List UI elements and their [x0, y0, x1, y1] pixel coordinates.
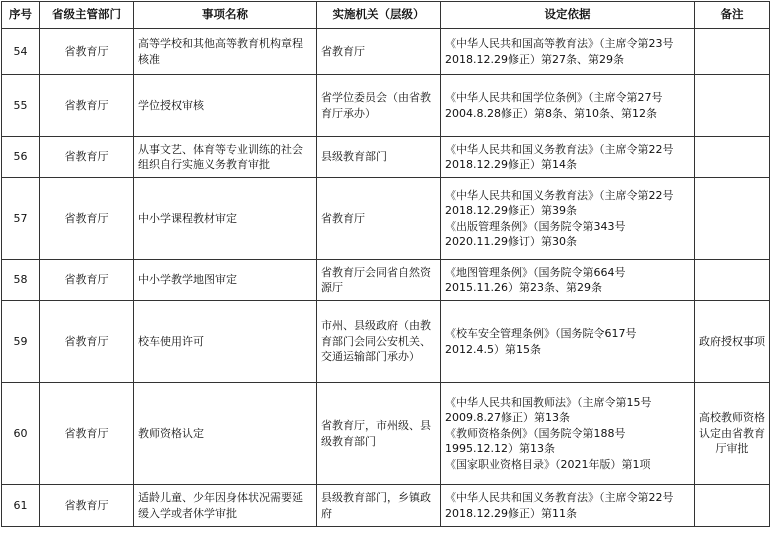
row-agency: 省教育厅会同省自然资源厅	[317, 260, 441, 301]
header-item: 事项名称	[134, 2, 317, 29]
row-seq: 54	[2, 29, 40, 75]
row-dept: 省教育厅	[40, 301, 134, 383]
row-basis	[441, 75, 695, 137]
row-basis	[441, 260, 695, 301]
row-item: 中小学课程教材审定	[134, 178, 317, 260]
row-dept: 省教育厅	[40, 137, 134, 178]
table-body	[2, 29, 770, 527]
row-dept: 省教育厅	[40, 383, 134, 485]
row-agency: 市州、县级政府（由教育部门会同公安机关、交通运输部门承办）	[317, 301, 441, 383]
basis-line: 《中华人民共和国高等教育法》（主席令第23号 2018.12.29修正）第27条、第29条	[445, 37, 685, 66]
row-basis	[441, 137, 695, 178]
permit-items-table	[1, 1, 770, 527]
basis-line: 《中华人民共和国义务教育法》（主席令第22号 2018.12.29修正）第14条	[445, 142, 685, 171]
row-remark: 政府授权事项	[695, 301, 770, 383]
header-agency: 实施机关（层级）	[317, 2, 441, 29]
row-agency: 省教育厅，市州级、县级教育部门	[317, 383, 441, 485]
row-item: 校车使用许可	[134, 301, 317, 383]
table-row	[2, 485, 770, 527]
row-basis	[441, 29, 695, 75]
row-agency: 省学位委员会（由省教育厅承办）	[317, 75, 441, 137]
table-header-row	[2, 2, 770, 29]
header-basis: 设定依据	[441, 2, 695, 29]
basis-line: 《出版管理条例》（国务院令第343号 2020.11.29修订）第30条	[445, 219, 637, 248]
basis-line: 《校车安全管理条例》（国务院令617号 2012.4.5）第15条	[445, 327, 648, 356]
row-seq: 61	[2, 485, 40, 527]
table-row	[2, 260, 770, 301]
row-remark	[695, 260, 770, 301]
basis-line: 《国家职业资格目录》（2021年版）第1项	[445, 457, 651, 471]
row-dept: 省教育厅	[40, 75, 134, 137]
basis-line: 《中华人民共和国义务教育法》（主席令第22号 2018.12.29修正）第39条	[445, 188, 685, 217]
row-item: 学位授权审核	[134, 75, 317, 137]
row-basis	[441, 485, 695, 527]
table-row	[2, 75, 770, 137]
table-row	[2, 301, 770, 383]
row-agency: 省教育厅	[317, 29, 441, 75]
basis-line: 《中华人民共和国学位条例》（主席令第27号 2004.8.28修正）第8条、第10条、第12条	[445, 91, 674, 120]
table-row	[2, 29, 770, 75]
row-seq: 58	[2, 260, 40, 301]
basis-line: 《地图管理条例》（国务院令第664号 2015.11.26）第23条、第29条	[445, 265, 637, 294]
row-seq: 55	[2, 75, 40, 137]
row-remark	[695, 29, 770, 75]
row-item: 中小学教学地图审定	[134, 260, 317, 301]
row-seq: 57	[2, 178, 40, 260]
row-item: 教师资格认定	[134, 383, 317, 485]
row-remark	[695, 485, 770, 527]
row-remark	[695, 137, 770, 178]
basis-line: 《中华人民共和国义务教育法》（主席令第22号 2018.12.29修正）第11条	[445, 491, 685, 520]
row-remark	[695, 75, 770, 137]
row-seq: 56	[2, 137, 40, 178]
row-agency: 县级教育部门，乡镇政府	[317, 485, 441, 527]
row-remark: 高校教师资格认定由省教育厅审批	[695, 383, 770, 485]
row-seq: 60	[2, 383, 40, 485]
row-item: 从事文艺、体育等专业训练的社会组织自行实施义务教育审批	[134, 137, 317, 178]
table-row	[2, 383, 770, 485]
row-item: 适龄儿童、少年因身体状况需要延缓入学或者休学审批	[134, 485, 317, 527]
row-agency: 省教育厅	[317, 178, 441, 260]
row-dept: 省教育厅	[40, 178, 134, 260]
row-dept: 省教育厅	[40, 260, 134, 301]
header-dept: 省级主管部门	[40, 2, 134, 29]
row-dept: 省教育厅	[40, 29, 134, 75]
header-remark: 备注	[695, 2, 770, 29]
row-agency: 县级教育部门	[317, 137, 441, 178]
table-row	[2, 178, 770, 260]
basis-line: 《教师资格条例》（国务院令第188号 1995.12.12）第13条	[445, 426, 637, 456]
row-basis	[441, 301, 695, 383]
row-dept: 省教育厅	[40, 485, 134, 527]
row-basis	[441, 178, 695, 260]
basis-line: 《中华人民共和国教师法》（主席令第15号 2009.8.27修正）第13条	[445, 395, 663, 425]
header-seq: 序号	[2, 2, 40, 29]
row-basis	[441, 383, 695, 485]
table-row	[2, 137, 770, 178]
row-seq: 59	[2, 301, 40, 383]
row-remark	[695, 178, 770, 260]
row-item: 高等学校和其他高等教育机构章程核准	[134, 29, 317, 75]
